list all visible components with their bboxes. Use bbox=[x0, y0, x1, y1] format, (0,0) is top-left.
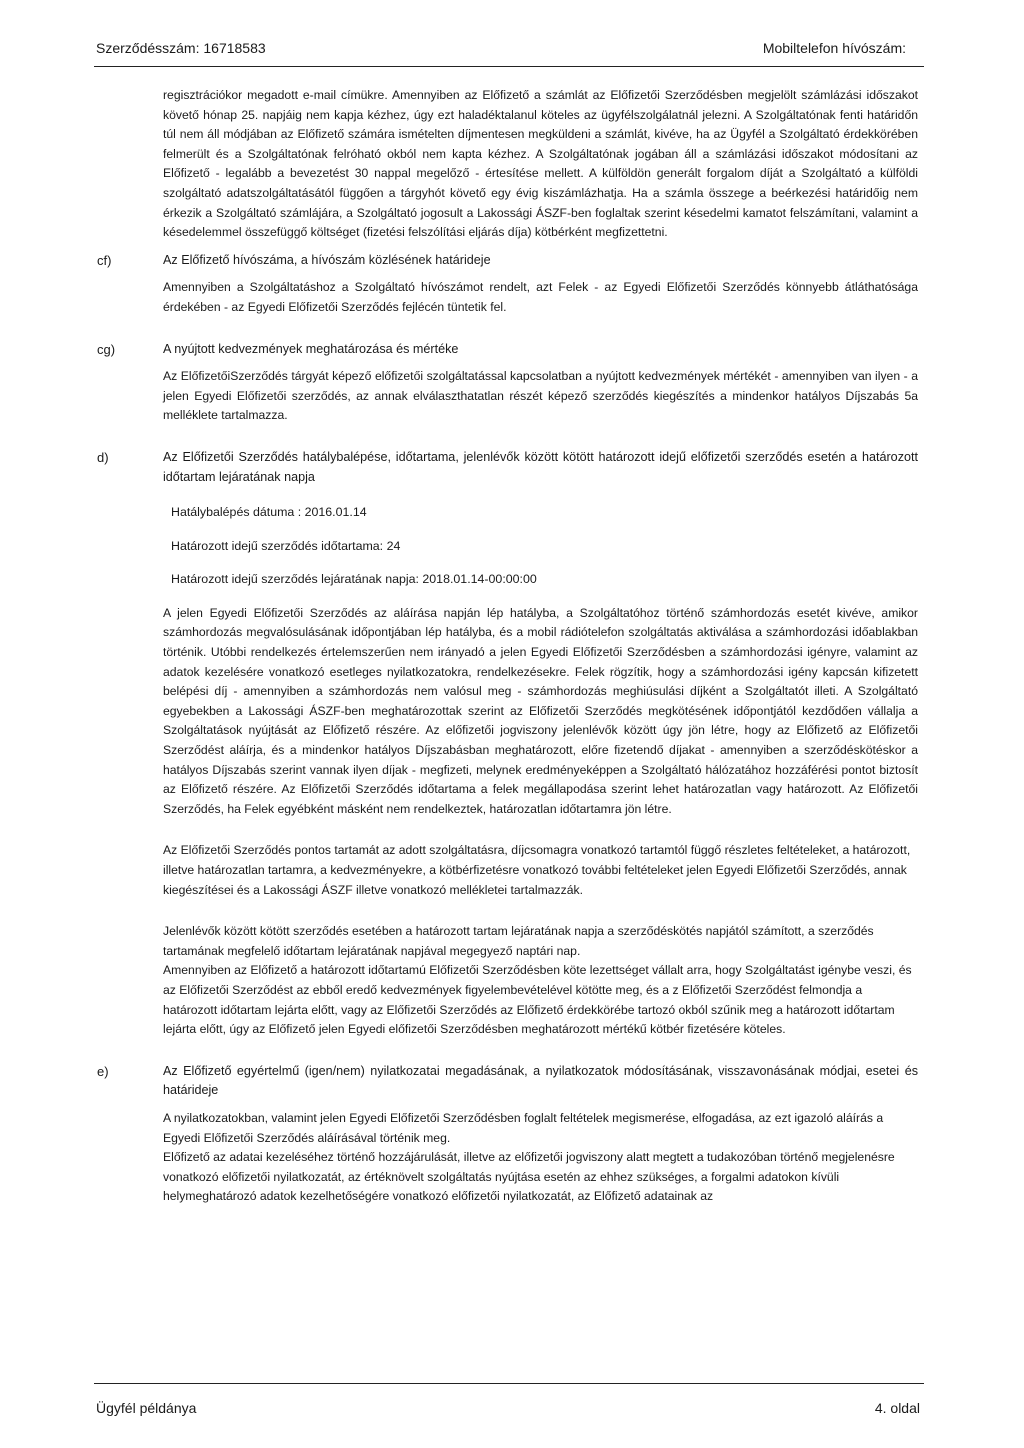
footer-divider bbox=[94, 1383, 924, 1384]
header-divider bbox=[94, 66, 924, 67]
mobile-number-label: Mobiltelefon hívószám: bbox=[762, 40, 906, 56]
copy-label: Ügyfél példánya bbox=[96, 1400, 197, 1416]
effective-date: Hatálybalépés dátuma : 2016.01.14 bbox=[171, 505, 367, 520]
section-body: Az ElőfizetőiSzerződés tárgyát képező előfizetői szolgáltatással kapcsolatban a nyújtott kedvezmények mértékét - amennyiben van ilyen - a jelen Egyedi Előfizetői szerződés, az annak elválaszthatatlan részét képező szerződés kiegészítés a mindenkor hatályos Díjszabás 5a melléklete tartalmazza. bbox=[163, 369, 918, 423]
document-body bbox=[0, 86, 1024, 1207]
section-title: Az Előfizető hívószáma, a hívószám közlésének határideje bbox=[163, 252, 491, 267]
section-marker: d) bbox=[97, 449, 109, 465]
section-marker: cf) bbox=[97, 252, 112, 268]
effect-paragraph: A jelen Egyedi Előfizetői Szerződés az aláírása napján lép hatályba, a Szolgáltatóhoz történő számhordozás esetét kivéve, amikor számhordozás megvalósulásának időpontjában lép hatályba, és a mobil rádiótelefon szolgáltatás aktiválása a számhordozási időablakban történik. Utóbbi rendelkezés értelemszerűen nem irányadó a jelen Egyedi Előfizetői Szerződésben a számhordozási igényre, valamint az adatok kezelésére vonatkozó esetleges nyilatkozatokra, rendelkezésekre. Felek rögzítik, hogy a számhordozási igény kapcsán kifizetett belépési díj - amennyiben a számhordozás nem valósul meg - számhordozás meghiúsulási díjként a Szolgáltatót illeti. A Szolgáltató egyebekben a Lakossági ÁSZF-ben meghatározottak szerint az Előfizetői Szerződés megkötésének időpontjától kezdődően vállalja a Szolgáltatások nyújtását az Előfizető részére. Az előfizetői jogviszony jelenlévők között úgy jön létre, hogy az Előfizető az Előfizetői Szerződést aláírja, és a mindenkor hatályos Díjszabásban meghatározott, előre fizetendő díjakat - amennyiben a szerződéskötéskor a hatályos Díjszabás szerint vannak ilyen díjak - megfizeti, melynek eredményeképpen a Szolgáltató hálózatához hozzáférési pontot biztosít az Előfizető részére. Az Előfizetői Szerződés időtartama a felek megállapodása szerint lehet határozatlan vagy határozott. Az Előfizetői Szerződés, ha Felek egyébként másként nem rendelkeztek, határozatlan időtartamra jön létre. bbox=[163, 605, 918, 816]
section-marker: e) bbox=[97, 1063, 109, 1079]
term-expiry-paragraph: Jelenlévők között kötött szerződés esetében a határozott tartam lejáratának napja a szerződéskötés napjától számított, a szerződés tartamának megfelelő időtartam lejáratának napjával megegyező naptári nap. bbox=[163, 924, 874, 958]
section-cf bbox=[97, 251, 918, 318]
section-title: Az Előfizető egyértelmű (igen/nem) nyilatkozatai megadásának, a nyilatkozatok módosításának, visszavonásának módjai, esetei és határideje bbox=[163, 1063, 918, 1098]
section-title: A nyújtott kedvezmények meghatározása és mértéke bbox=[163, 341, 459, 356]
terms-paragraph: Az Előfizetői Szerződés pontos tartamát az adott szolgáltatásra, díjcsomagra vonatkozó tartamtól függő részletes feltételeket, a határozott, illetve határozatlan tartamra, a kedvezményekre, a kötbérfizetésre vonatkozó további feltételeket jelen Egyedi Előfizetői Szerződés, annak kiegészítései és a Lakossági ÁSZF illetve vonatkozó mellékletei tartalmazzák. bbox=[163, 843, 911, 897]
section-e bbox=[97, 1062, 918, 1207]
contract-duration: Határozott idejű szerződés időtartama: 24 bbox=[171, 538, 401, 553]
section-cg bbox=[97, 340, 918, 426]
intro-paragraph bbox=[163, 86, 918, 243]
intro-text: regisztrációkor megadott e-mail címükre. Amennyiben az Előfizető a számlát az Előfizetői Szerződésben megjelölt számlázási időszakot követő hónap 25. napjáig nem kapja kézhez, úgy ezt haladéktalanul köteles az ügyfélszolgálatnál jelezni. A Szolgáltatónak fenti határidőn túl nem áll módjában az Előfizető számára ismételten díjmentesen megküldeni a számlát, kivéve, ha az Ügyfél a Szolgáltató érdekkörében felmerült és a Szolgáltatónak felróható okból nem kapta kézhez. A Szolgáltatónak jogában áll a számlázási időszakot módosítani az Előfizető - legalább a bevezetést 30 nappal megelőző - értesítése mellett. A külföldön generált forgalom díját a Szolgáltató a külföldi szolgáltató adatszolgáltatásától függően a tárgyhót követő egy évig kiszámlázhatja. Ha a számla összege a beérkezési határidőig nem érkezik a Szolgáltató számlájára, a Szolgáltató jogosult a Lakossági ÁSZF-ben foglaltak szerint késedelmi kamatot felszámítani, valamint a késedelemmel összefüggő költséget (fizetési felszólítási eljárás díja) kötbérként megfizettetni. bbox=[163, 88, 918, 240]
consent-paragraph: Előfizető az adatai kezeléséhez történő hozzájárulását, illetve az előfizetői jogviszony alatt megtett a tudakozóban történő megjelenésre vonatkozó előfizetői nyilatkozatát, az értéknövelt szolgáltatás nyújtása esetén az ehhez szükséges, a forgalmi adatokon kívüli helymeghatározó adatok kezelhetőségére vonatkozó előfizetői nyilatkozatát, az Előfizető adatainak az bbox=[163, 1150, 895, 1204]
contract-expiry: Határozott idejű szerződés lejáratának napja: 2018.01.14-00:00:00 bbox=[171, 572, 537, 587]
section-marker: cg) bbox=[97, 341, 116, 357]
contract-number: Szerződésszám: 16718583 bbox=[96, 40, 266, 56]
section-body: Amennyiben a Szolgáltatáshoz a Szolgáltató hívószámot rendelt, azt Felek - az Egyedi Előfizetői Szerződés könnyebb átláthatósága érdekében - az Egyedi Előfizetői Szerződés fejlécén tüntetik fel. bbox=[163, 280, 918, 314]
section-title: Az Előfizetői Szerződés hatálybalépése, időtartama, jelenlévők között kötött határozott idejű előfizetői szerződés esetén a határozott időtartam lejáratának napja bbox=[163, 449, 918, 484]
statement-paragraph: A nyilatkozatokban, valamint jelen Egyedi Előfizetői Szerződésben foglalt feltételek megismerése, elfogadása, az ezt igazoló aláírás a Egyedi Előfizetői Szerződés aláírásával történik meg. bbox=[163, 1110, 884, 1145]
penalty-paragraph: Amennyiben az Előfizető a határozott időtartamú Előfizetői Szerződésben köte lezettséget vállalt arra, hogy Szolgáltatást igénybe veszi, és az Előfizetői Szerződést az ebből eredő kedvezmények figyelembevételével kötötte meg, és a z Előfizetői Szerződést felmondja a határozott időtartam lejárta előtt, vagy az Előfizetői Szerződés az Előfizető érdekkörébe tartozó okból szűnik meg a határozott időtartam lejárta előtt, úgy az Előfizető jelen Egyedi előfizetői Szerződésben meghatározott mértékű kötbér fizetésére köteles. bbox=[163, 963, 912, 1037]
section-d bbox=[97, 448, 918, 1040]
page-number: 4. oldal bbox=[874, 1400, 920, 1416]
